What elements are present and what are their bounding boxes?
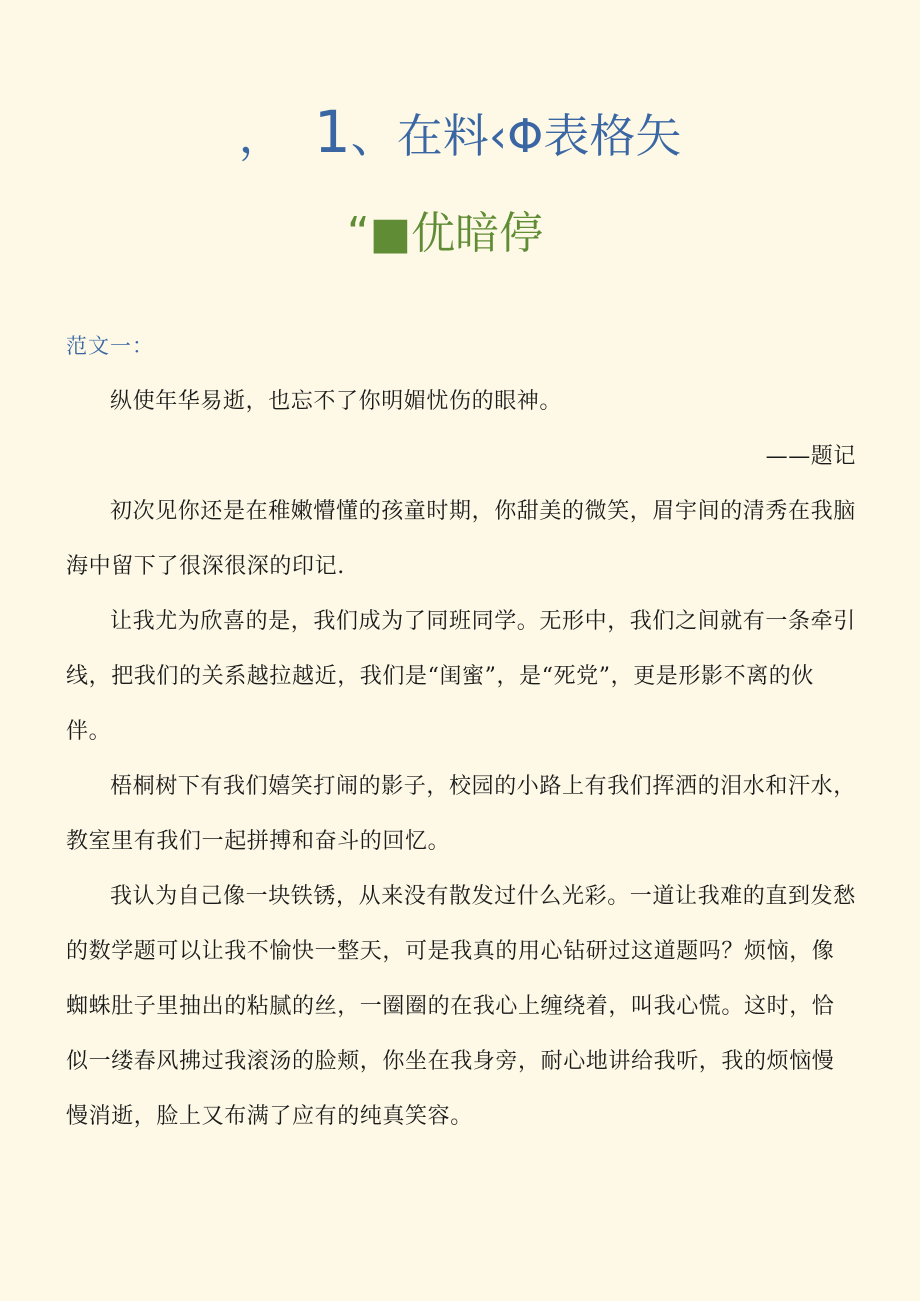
epigraph-attribution: ——题记 [765, 444, 856, 469]
paragraph: 让我尤为欣喜的是，我们成为了同班同学。无形中，我们之间就有一条牵引线，把我们的关系越拉越近，我们是“闺蜜”，是“死党”，更是形影不离的伙伴。 [66, 609, 856, 744]
section-label: 范文一： [66, 334, 154, 358]
document-subtitle: “■优暗停 [346, 208, 544, 259]
document-title [0, 92, 920, 176]
title-text: 、在料‹Φ表格矢 [350, 109, 682, 163]
title-prefix: ， [238, 109, 285, 163]
paragraph: 初次见你还是在稚嫩懵懂的孩童时期，你甜美的微笑，眉宇间的清秀在我脑海中留下了很深很深的印记. [66, 499, 856, 579]
paragraph: 梧桐树下有我们嬉笑打闹的影子，校园的小路上有我们挥洒的泪水和汗水，教室里有我们一起拼搏和奋斗的回忆。 [66, 774, 856, 854]
essay-body [66, 374, 856, 1144]
paragraph: 我认为自己像一块铁锈，从来没有散发过什么光彩。一道让我难的直到发愁的数学题可以让我不愉快一整天，可是我真的用心钻研过这道题吗？烦恼，像蜘蛛肚子里抽出的粘腻的丝，一圈圈的在我心上缠绕着，叫我心慌。这时，恰似一缕春风拂过我滚汤的脸颊，你坐在我身旁，耐心地讲给我听，我的烦恼慢慢消逝，脸上又布满了应有的纯真笑容。 [66, 884, 856, 1129]
epigraph: 纵使年华易逝，也忘不了你明媚忧伤的眼神。 [110, 389, 563, 414]
title-number: 1 [313, 98, 351, 166]
